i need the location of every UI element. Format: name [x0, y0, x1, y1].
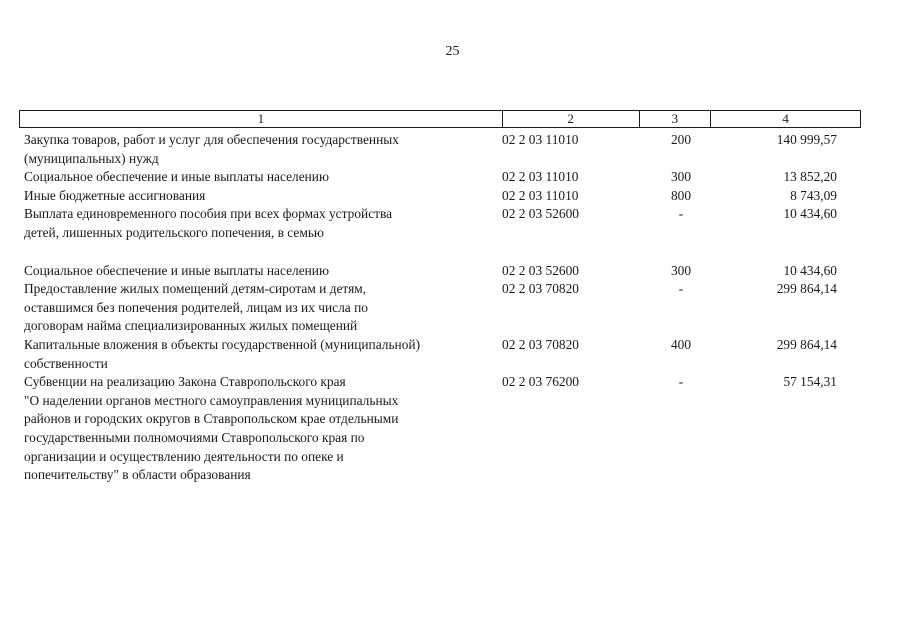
row-code: 02 2 03 52600 [502, 206, 579, 222]
row-name: Субвенции на реализацию Закона Ставропольского края "О наделении органов местного самоуправления муниципальных районов и городских округов в Ставропольском крае отдельными государственными полномочиями Ставропольского края по организации и осуществлению деятельности по опеке и попечительству" в области образования [24, 374, 399, 483]
row-code: 02 2 03 76200 [502, 374, 579, 390]
row-code: 02 2 03 70820 [502, 336, 579, 352]
table-row [24, 205, 864, 242]
table-row [24, 373, 864, 485]
header-col-1: 1 [20, 111, 503, 127]
table-row [24, 262, 864, 281]
table-row [24, 280, 864, 336]
row-code: 02 2 03 11010 [502, 132, 579, 147]
row-sum: 8 743,09 [790, 187, 837, 203]
table-header [19, 110, 861, 128]
row-code: 02 2 03 11010 [502, 187, 579, 203]
row-name: Закупка товаров, работ и услуг для обеспечения государственных (муниципальных) нужд [24, 132, 399, 166]
row-spacer [24, 243, 864, 262]
row-type: - [678, 206, 684, 222]
row-sum: 10 434,60 [783, 262, 837, 278]
row-sum: 10 434,60 [783, 206, 837, 222]
header-col-3: 3 [640, 111, 712, 127]
row-sum: 299 864,14 [776, 281, 837, 297]
table-body [24, 131, 864, 485]
row-sum: 57 154,31 [783, 374, 837, 390]
row-type: 400 [670, 336, 692, 352]
page-number: 25 [445, 44, 460, 59]
row-type: 800 [670, 187, 692, 203]
row-name: Социальное обеспечение и иные выплаты населению [24, 262, 329, 278]
row-name: Социальное обеспечение и иные выплаты населению [24, 169, 329, 185]
row-type: 300 [670, 262, 692, 278]
table-row [24, 131, 864, 168]
row-type: - [678, 281, 684, 297]
row-sum: 13 852,20 [783, 169, 837, 185]
row-name: Предоставление жилых помещений детям-сиротам и детям, оставшимся без попечения родителей, лицам из их числа по договорам найма специализированных жилых помещений [24, 281, 368, 334]
row-name: Иные бюджетные ассигнования [24, 187, 206, 203]
row-sum: 140 999,57 [776, 132, 837, 147]
row-name: Капитальные вложения в объекты государственной (муниципальной) собственности [24, 336, 421, 371]
table-row [24, 187, 864, 206]
table-row [24, 336, 864, 373]
row-type: 200 [670, 132, 692, 147]
row-code: 02 2 03 11010 [502, 169, 579, 185]
row-type: 300 [670, 169, 692, 185]
row-sum: 299 864,14 [776, 336, 837, 352]
header-col-4: 4 [782, 111, 789, 126]
row-code: 02 2 03 52600 [502, 262, 579, 278]
header-col-2: 2 [503, 111, 640, 127]
row-name: Выплата единовременного пособия при всех формах устройства детей, лишенных родительского попечения, в семью [24, 206, 393, 240]
row-code: 02 2 03 70820 [502, 281, 579, 297]
table-row [24, 168, 864, 187]
row-type: - [678, 374, 684, 390]
